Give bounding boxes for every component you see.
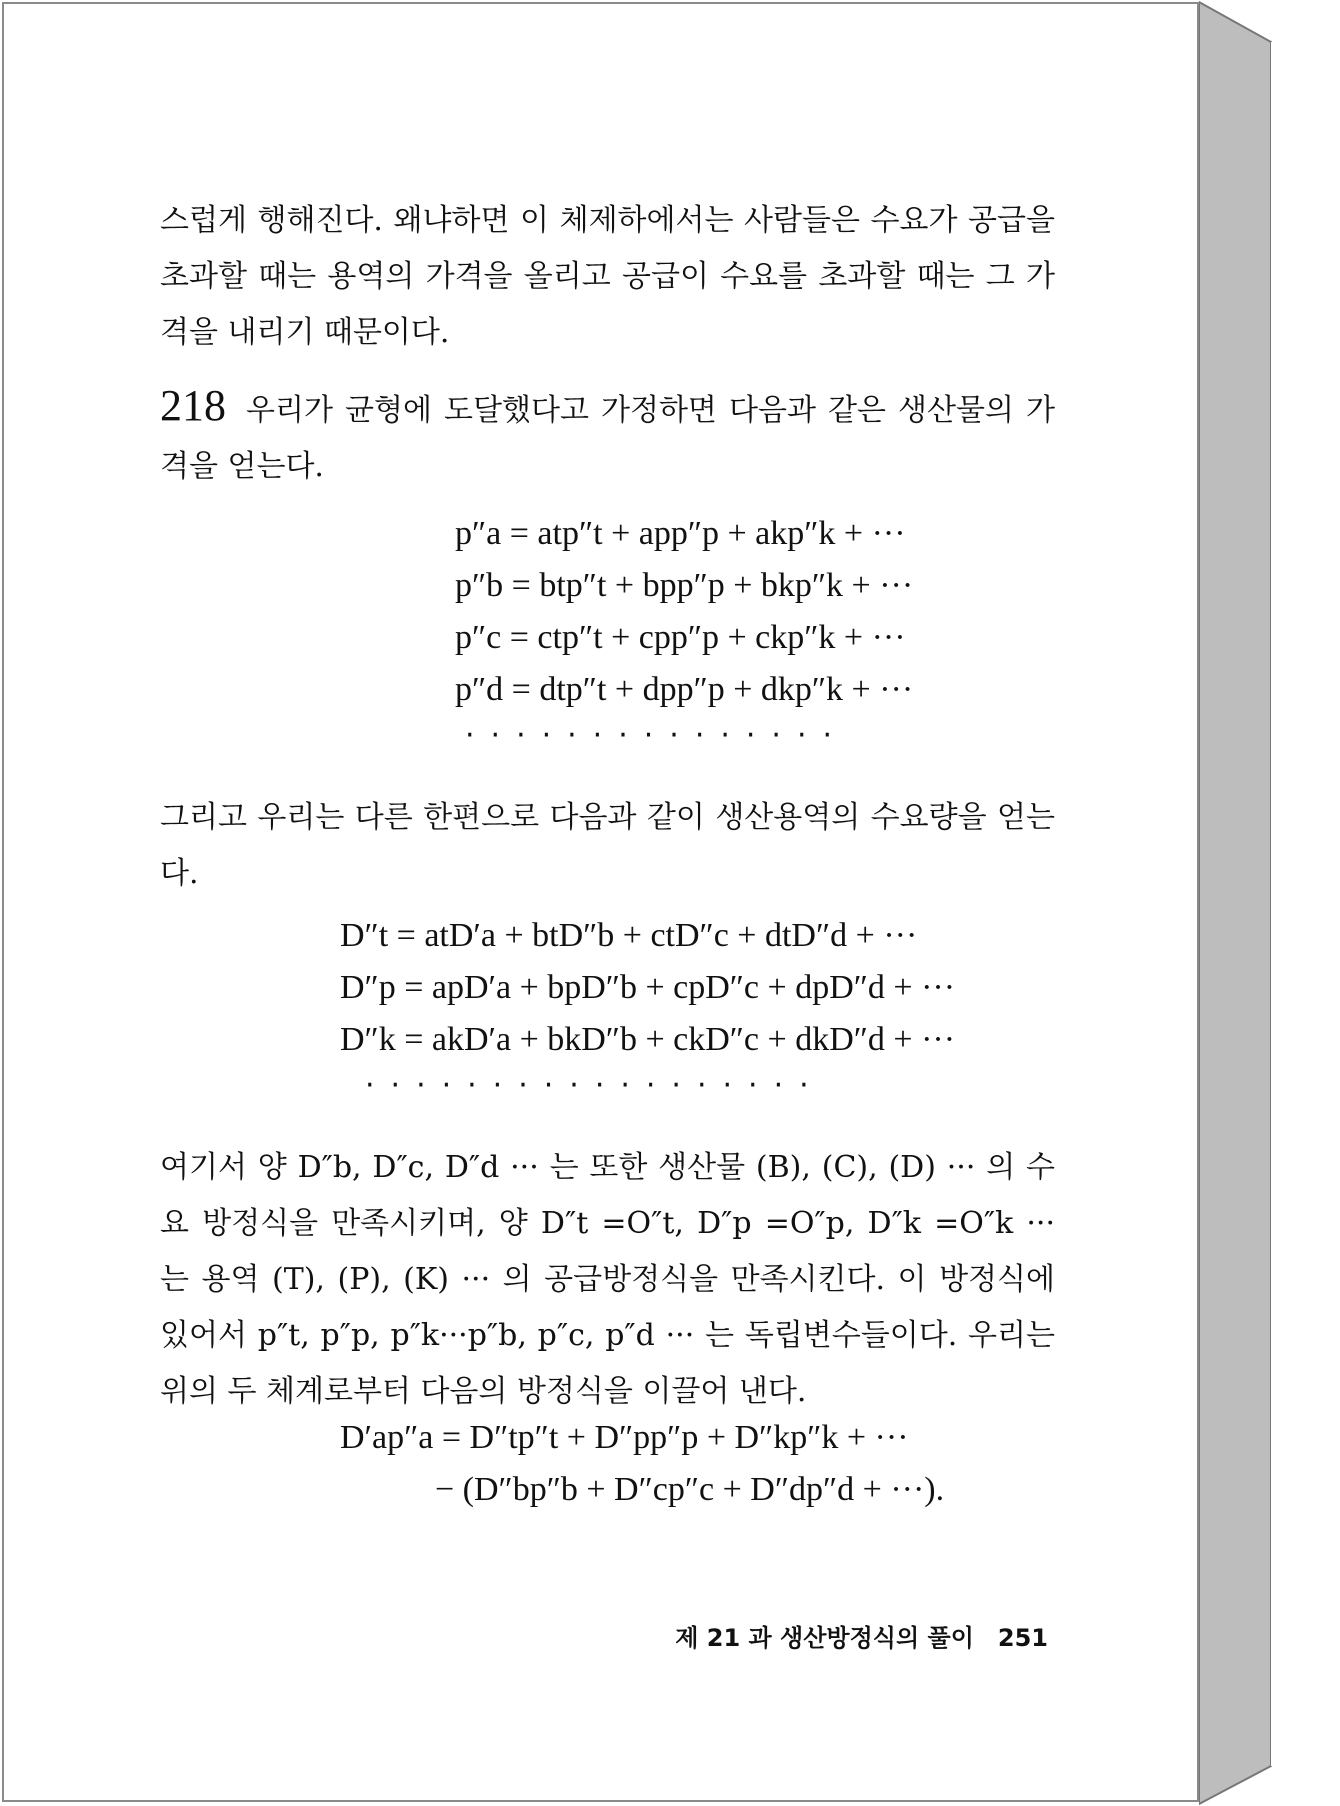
- paragraph-3: [160, 1140, 1055, 1420]
- section-number: 218: [160, 381, 226, 430]
- demand-equation-3: D″k = akD′a + bkD″b + ckD″c + dkD″d + ···: [340, 1021, 956, 1058]
- price-equation-1: p″a = atp″t + app″p + akp″k + ···: [455, 515, 906, 552]
- section-218: [160, 378, 1055, 495]
- paragraph-2-text: 그리고 우리는 다른 한편으로 다음과 같이 생산용역의 수요량을 얻는다.: [160, 800, 1055, 891]
- paragraph-2: [160, 790, 1055, 902]
- page-number: 251: [997, 1624, 1048, 1652]
- price-equation-3: p″c = ctp″t + cpp″p + ckp″k + ···: [455, 619, 906, 656]
- price-equation-2: p″b = btp″t + bpp″p + bkp″k + ···: [455, 567, 914, 604]
- page-footer: [675, 1618, 1048, 1653]
- ellipsis-row-1: ···············: [465, 718, 849, 753]
- section-218-text: 우리가 균형에 도달했다고 가정하면 다음과 같은 생산물의 가격을 얻는다.: [160, 393, 1055, 484]
- paragraph-1-text: 스럽게 행해진다. 왜냐하면 이 체제하에서는 사람들은 수요가 공급을 초과할 때는 용역의 가격을 올리고 공급이 수요를 초과할 때는 그 가격을 내리기 때문이다.: [160, 203, 1055, 350]
- final-equation-line-2: − (D″bp″b + D″cp″c + D″dp″d + ···).: [435, 1471, 945, 1508]
- book-spine: [1199, 0, 1340, 1806]
- demand-equation-2: D″p = apD′a + bpD″b + cpD″c + dpD″d + ···: [340, 969, 956, 1006]
- chapter-title: 제 21 과 생산방정식의 풀이: [675, 1624, 974, 1652]
- ellipsis-row-2: ··················: [365, 1068, 825, 1103]
- final-equation-line-1: D′ap″a = D″tp″t + D″pp″p + D″kp″k + ···: [340, 1419, 909, 1456]
- demand-equation-1: D″t = atD′a + btD″b + ctD″c + dtD″d + ···: [340, 917, 918, 954]
- paragraph-3-text: 여기서 양 D″b, D″c, D″d ··· 는 또한 생산물 (B), (C), (D) ··· 의 수요 방정식을 만족시키며, 양 D″t =O″t, D″p =O″p, D″k =O″k ··· 는 용역 (T), (P), (K) ··· 의 공급방정식을 만족시킨다. 이 방정식에 있어서 p″t, p″p, p″k···p″b, p″c, p″d ··· 는 독립변수들이다. 우리는 위의 두 체계로부터 다음의 방정식을 이끌어 낸다.: [160, 1150, 1055, 1409]
- paragraph-1: [160, 193, 1055, 361]
- price-equation-4: p″d = dtp″t + dpp″p + dkp″k + ···: [455, 671, 914, 708]
